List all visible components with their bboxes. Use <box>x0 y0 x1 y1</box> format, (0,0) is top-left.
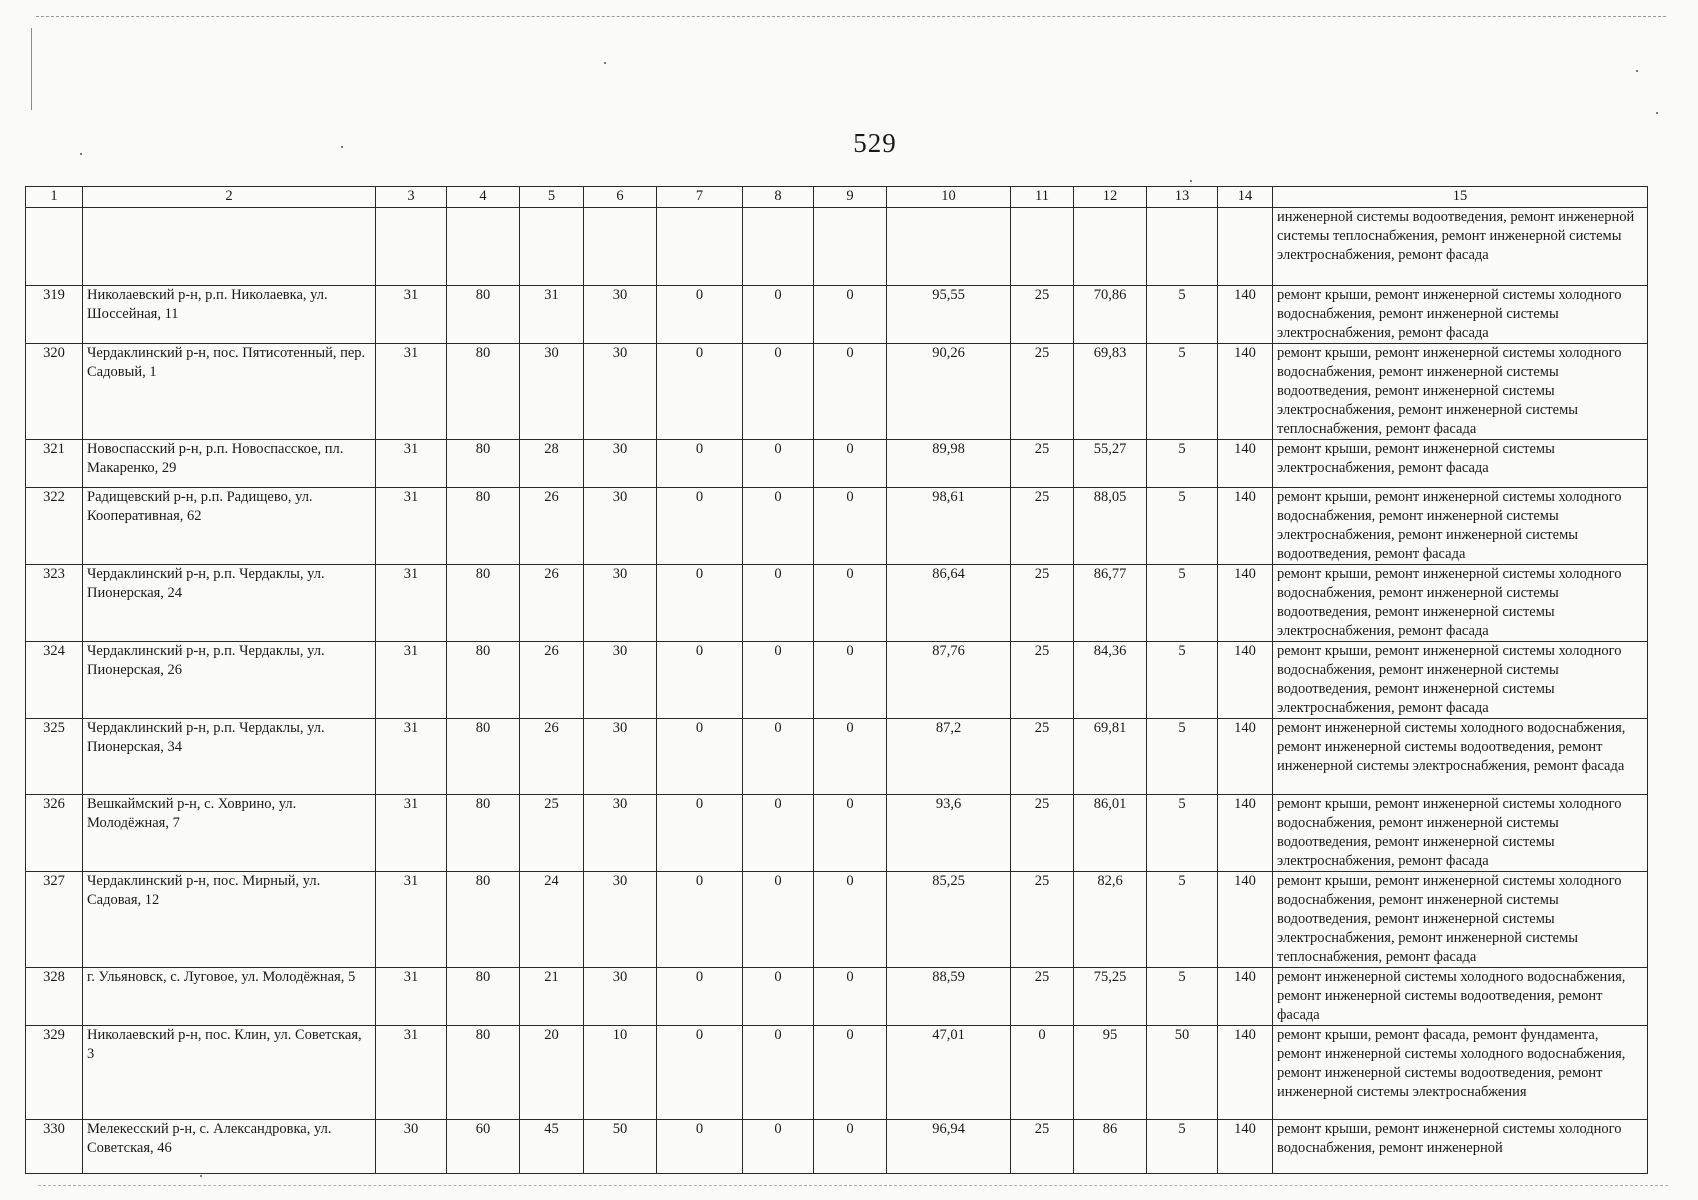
value-cell-5: 31 <box>520 286 584 344</box>
value-cell-8: 0 <box>743 286 814 344</box>
value-cell-3: 31 <box>376 719 447 795</box>
value-cell-9: 0 <box>814 344 887 440</box>
value-cell-8: 0 <box>743 1120 814 1174</box>
value-cell-5: 28 <box>520 440 584 488</box>
value-cell-4: 60 <box>447 1120 520 1174</box>
value-cell-9: 0 <box>814 968 887 1026</box>
works-list-cell: ремонт крыши, ремонт инженерной системы холодного водоснабжения, ремонт инженерной <box>1273 1120 1648 1174</box>
value-cell-5: 25 <box>520 795 584 872</box>
value-cell-5: 26 <box>520 488 584 565</box>
value-cell-14: 140 <box>1218 795 1273 872</box>
value-cell-11: 25 <box>1011 440 1074 488</box>
value-cell-3: 31 <box>376 795 447 872</box>
value-cell-3: 31 <box>376 565 447 642</box>
value-cell-12: 86 <box>1074 1120 1147 1174</box>
value-cell-14: 140 <box>1218 565 1273 642</box>
value-cell-7: 0 <box>657 344 743 440</box>
table-row <box>26 795 1648 872</box>
column-index-3: 3 <box>376 187 447 208</box>
value-cell-10: 47,01 <box>887 1026 1011 1120</box>
value-cell-13: 5 <box>1147 440 1218 488</box>
table-row <box>26 488 1648 565</box>
value-cell-4: 80 <box>447 488 520 565</box>
value-cell-13: 5 <box>1147 344 1218 440</box>
row-number <box>26 208 83 286</box>
value-cell-7: 0 <box>657 286 743 344</box>
value-cell-10: 86,64 <box>887 565 1011 642</box>
column-index-row <box>26 187 1648 208</box>
value-cell-12: 69,83 <box>1074 344 1147 440</box>
value-cell-11: 25 <box>1011 719 1074 795</box>
value-cell-7: 0 <box>657 565 743 642</box>
value-cell-4: 80 <box>447 968 520 1026</box>
table-row <box>26 1120 1648 1174</box>
value-cell-13: 5 <box>1147 872 1218 968</box>
value-cell-5: 21 <box>520 968 584 1026</box>
column-index-5: 5 <box>520 187 584 208</box>
address-cell: Новоспасский р-н, р.п. Новоспасское, пл. Макаренко, 29 <box>83 440 376 488</box>
value-cell-4: 80 <box>447 872 520 968</box>
value-cell-5: 26 <box>520 565 584 642</box>
value-cell-14: 140 <box>1218 286 1273 344</box>
value-cell-13: 5 <box>1147 795 1218 872</box>
value-cell-6: 30 <box>584 286 657 344</box>
row-number: 323 <box>26 565 83 642</box>
scan-artifact-top-line <box>36 16 1666 17</box>
row-number: 322 <box>26 488 83 565</box>
address-cell: Чердаклинский р-н, р.п. Чердаклы, ул. Пионерская, 24 <box>83 565 376 642</box>
value-cell-13: 5 <box>1147 968 1218 1026</box>
works-list-cell: ремонт крыши, ремонт инженерной системы холодного водоснабжения, ремонт инженерной системы водоотведения, ремонт инженерной системы электроснабжения, ремонт фасада <box>1273 642 1648 719</box>
value-cell-14: 140 <box>1218 1026 1273 1120</box>
value-cell-7: 0 <box>657 1120 743 1174</box>
value-cell-14: 140 <box>1218 344 1273 440</box>
value-cell-5: 20 <box>520 1026 584 1120</box>
value-cell-12: 88,05 <box>1074 488 1147 565</box>
value-cell-9: 0 <box>814 440 887 488</box>
register-table <box>25 186 1648 1174</box>
value-cell-11: 25 <box>1011 488 1074 565</box>
value-cell-6: 30 <box>584 642 657 719</box>
column-index-2: 2 <box>83 187 376 208</box>
value-cell-5: 30 <box>520 344 584 440</box>
row-number: 321 <box>26 440 83 488</box>
value-cell-8 <box>743 208 814 286</box>
value-cell-7 <box>657 208 743 286</box>
works-list-cell: ремонт крыши, ремонт инженерной системы холодного водоснабжения, ремонт инженерной системы водоотведения, ремонт инженерной системы электроснабжения, ремонт инженерной системы теплоснабжения, ремонт фасада <box>1273 872 1648 968</box>
value-cell-11: 0 <box>1011 1026 1074 1120</box>
row-number: 329 <box>26 1026 83 1120</box>
works-list-cell: инженерной системы водоотведения, ремонт инженерной системы теплоснабжения, ремонт инженерной системы электроснабжения, ремонт фасада <box>1273 208 1648 286</box>
value-cell-13: 50 <box>1147 1026 1218 1120</box>
value-cell-12: 75,25 <box>1074 968 1147 1026</box>
value-cell-12: 86,77 <box>1074 565 1147 642</box>
address-cell: Николаевский р-н, пос. Клин, ул. Советская, 3 <box>83 1026 376 1120</box>
value-cell-12: 86,01 <box>1074 795 1147 872</box>
scan-artifact-left-line <box>31 28 32 110</box>
works-list-cell: ремонт крыши, ремонт инженерной системы холодного водоснабжения, ремонт инженерной системы водоотведения, ремонт инженерной системы электроснабжения, ремонт фасада <box>1273 795 1648 872</box>
value-cell-7: 0 <box>657 719 743 795</box>
value-cell-14: 140 <box>1218 719 1273 795</box>
column-index-1: 1 <box>26 187 83 208</box>
value-cell-7: 0 <box>657 795 743 872</box>
address-cell: Вешкаймский р-н, с. Ховрино, ул. Молодёжная, 7 <box>83 795 376 872</box>
value-cell-6: 30 <box>584 488 657 565</box>
value-cell-9: 0 <box>814 1120 887 1174</box>
value-cell-8: 0 <box>743 968 814 1026</box>
value-cell-9: 0 <box>814 795 887 872</box>
column-index-10: 10 <box>887 187 1011 208</box>
value-cell-9: 0 <box>814 642 887 719</box>
table-row <box>26 968 1648 1026</box>
value-cell-9: 0 <box>814 565 887 642</box>
value-cell-13: 5 <box>1147 642 1218 719</box>
address-cell: Радищевский р-н, р.п. Радищево, ул. Кооперативная, 62 <box>83 488 376 565</box>
value-cell-4: 80 <box>447 344 520 440</box>
row-number: 324 <box>26 642 83 719</box>
table-row <box>26 872 1648 968</box>
value-cell-4: 80 <box>447 440 520 488</box>
value-cell-4: 80 <box>447 286 520 344</box>
value-cell-8: 0 <box>743 1026 814 1120</box>
value-cell-10: 88,59 <box>887 968 1011 1026</box>
table-row <box>26 1026 1648 1120</box>
works-list-cell: ремонт крыши, ремонт инженерной системы холодного водоснабжения, ремонт инженерной системы водоотведения, ремонт инженерной системы электроснабжения, ремонт инженерной системы теплоснабжения, ремонт фасада <box>1273 344 1648 440</box>
value-cell-8: 0 <box>743 488 814 565</box>
column-index-6: 6 <box>584 187 657 208</box>
table-row <box>26 286 1648 344</box>
value-cell-7: 0 <box>657 968 743 1026</box>
table-row <box>26 344 1648 440</box>
value-cell-8: 0 <box>743 719 814 795</box>
row-number: 325 <box>26 719 83 795</box>
value-cell-7: 0 <box>657 872 743 968</box>
value-cell-5 <box>520 208 584 286</box>
value-cell-11 <box>1011 208 1074 286</box>
value-cell-8: 0 <box>743 872 814 968</box>
value-cell-6: 50 <box>584 1120 657 1174</box>
value-cell-6: 30 <box>584 719 657 795</box>
address-cell: Чердаклинский р-н, р.п. Чердаклы, ул. Пионерская, 26 <box>83 642 376 719</box>
value-cell-3: 31 <box>376 872 447 968</box>
value-cell-9: 0 <box>814 1026 887 1120</box>
table-row <box>26 440 1648 488</box>
works-list-cell: ремонт крыши, ремонт фасада, ремонт фундамента, ремонт инженерной системы холодного водоснабжения, ремонт инженерной системы водоотведения, ремонт инженерной системы электроснабжения <box>1273 1026 1648 1120</box>
scan-speck <box>200 1175 202 1177</box>
scan-speck <box>604 62 606 64</box>
value-cell-13: 5 <box>1147 488 1218 565</box>
address-cell: Чердаклинский р-н, пос. Пятисотенный, пер. Садовый, 1 <box>83 344 376 440</box>
column-index-11: 11 <box>1011 187 1074 208</box>
value-cell-3: 30 <box>376 1120 447 1174</box>
column-index-7: 7 <box>657 187 743 208</box>
column-index-4: 4 <box>447 187 520 208</box>
value-cell-5: 26 <box>520 642 584 719</box>
column-index-15: 15 <box>1273 187 1648 208</box>
value-cell-13: 5 <box>1147 565 1218 642</box>
value-cell-8: 0 <box>743 795 814 872</box>
value-cell-8: 0 <box>743 642 814 719</box>
value-cell-4: 80 <box>447 1026 520 1120</box>
column-index-14: 14 <box>1218 187 1273 208</box>
row-number: 319 <box>26 286 83 344</box>
value-cell-7: 0 <box>657 642 743 719</box>
value-cell-10 <box>887 208 1011 286</box>
value-cell-5: 45 <box>520 1120 584 1174</box>
value-cell-13: 5 <box>1147 286 1218 344</box>
value-cell-3: 31 <box>376 440 447 488</box>
column-index-8: 8 <box>743 187 814 208</box>
value-cell-8: 0 <box>743 565 814 642</box>
value-cell-14: 140 <box>1218 642 1273 719</box>
works-list-cell: ремонт инженерной системы холодного водоснабжения, ремонт инженерной системы водоотведения, ремонт инженерной системы электроснабжения, ремонт фасада <box>1273 719 1648 795</box>
value-cell-11: 25 <box>1011 642 1074 719</box>
row-number: 326 <box>26 795 83 872</box>
value-cell-10: 98,61 <box>887 488 1011 565</box>
value-cell-6: 30 <box>584 565 657 642</box>
value-cell-5: 26 <box>520 719 584 795</box>
value-cell-10: 85,25 <box>887 872 1011 968</box>
value-cell-10: 87,2 <box>887 719 1011 795</box>
value-cell-10: 87,76 <box>887 642 1011 719</box>
value-cell-9: 0 <box>814 488 887 565</box>
scan-artifact-bottom-line <box>38 1185 1668 1186</box>
page-number: 529 <box>853 128 897 158</box>
value-cell-12 <box>1074 208 1147 286</box>
value-cell-14: 140 <box>1218 968 1273 1026</box>
value-cell-6: 30 <box>584 795 657 872</box>
address-cell: Мелекесский р-н, с. Александровка, ул. Советская, 46 <box>83 1120 376 1174</box>
works-list-cell: ремонт инженерной системы холодного водоснабжения, ремонт инженерной системы водоотведения, ремонт фасада <box>1273 968 1648 1026</box>
value-cell-7: 0 <box>657 440 743 488</box>
works-list-cell: ремонт крыши, ремонт инженерной системы холодного водоснабжения, ремонт инженерной системы электроснабжения, ремонт инженерной системы водоотведения, ремонт фасада <box>1273 488 1648 565</box>
value-cell-9: 0 <box>814 872 887 968</box>
value-cell-3 <box>376 208 447 286</box>
row-number: 320 <box>26 344 83 440</box>
value-cell-9 <box>814 208 887 286</box>
value-cell-14: 140 <box>1218 872 1273 968</box>
value-cell-13: 5 <box>1147 719 1218 795</box>
value-cell-3: 31 <box>376 968 447 1026</box>
value-cell-8: 0 <box>743 344 814 440</box>
address-cell: г. Ульяновск, с. Луговое, ул. Молодёжная, 5 <box>83 968 376 1026</box>
table-row <box>26 208 1648 286</box>
value-cell-3: 31 <box>376 642 447 719</box>
value-cell-11: 25 <box>1011 286 1074 344</box>
value-cell-14 <box>1218 208 1273 286</box>
value-cell-10: 93,6 <box>887 795 1011 872</box>
row-number: 328 <box>26 968 83 1026</box>
value-cell-9: 0 <box>814 286 887 344</box>
works-list-cell: ремонт крыши, ремонт инженерной системы холодного водоснабжения, ремонт инженерной системы электроснабжения, ремонт фасада <box>1273 286 1648 344</box>
column-index-12: 12 <box>1074 187 1147 208</box>
value-cell-12: 82,6 <box>1074 872 1147 968</box>
value-cell-4: 80 <box>447 795 520 872</box>
value-cell-9: 0 <box>814 719 887 795</box>
row-number: 327 <box>26 872 83 968</box>
works-list-cell: ремонт крыши, ремонт инженерной системы холодного водоснабжения, ремонт инженерной системы водоотведения, ремонт инженерной системы электроснабжения, ремонт фасада <box>1273 565 1648 642</box>
value-cell-13 <box>1147 208 1218 286</box>
value-cell-11: 25 <box>1011 968 1074 1026</box>
value-cell-3: 31 <box>376 488 447 565</box>
column-index-13: 13 <box>1147 187 1218 208</box>
address-cell: Николаевский р-н, р.п. Николаевка, ул. Шоссейная, 11 <box>83 286 376 344</box>
value-cell-14: 140 <box>1218 440 1273 488</box>
value-cell-6: 10 <box>584 1026 657 1120</box>
value-cell-12: 69,81 <box>1074 719 1147 795</box>
value-cell-4: 80 <box>447 642 520 719</box>
value-cell-10: 95,55 <box>887 286 1011 344</box>
table-row <box>26 642 1648 719</box>
scan-speck <box>1636 70 1638 72</box>
value-cell-14: 140 <box>1218 488 1273 565</box>
value-cell-10: 96,94 <box>887 1120 1011 1174</box>
value-cell-3: 31 <box>376 1026 447 1120</box>
value-cell-6 <box>584 208 657 286</box>
value-cell-12: 95 <box>1074 1026 1147 1120</box>
value-cell-10: 90,26 <box>887 344 1011 440</box>
value-cell-12: 55,27 <box>1074 440 1147 488</box>
value-cell-11: 25 <box>1011 872 1074 968</box>
value-cell-4: 80 <box>447 565 520 642</box>
value-cell-6: 30 <box>584 968 657 1026</box>
value-cell-13: 5 <box>1147 1120 1218 1174</box>
value-cell-3: 31 <box>376 286 447 344</box>
value-cell-7: 0 <box>657 1026 743 1120</box>
table-row <box>26 719 1648 795</box>
address-cell: Чердаклинский р-н, пос. Мирный, ул. Садовая, 12 <box>83 872 376 968</box>
value-cell-11: 25 <box>1011 1120 1074 1174</box>
value-cell-4 <box>447 208 520 286</box>
value-cell-6: 30 <box>584 440 657 488</box>
column-index-9: 9 <box>814 187 887 208</box>
row-number: 330 <box>26 1120 83 1174</box>
value-cell-11: 25 <box>1011 565 1074 642</box>
value-cell-7: 0 <box>657 488 743 565</box>
value-cell-12: 84,36 <box>1074 642 1147 719</box>
value-cell-10: 89,98 <box>887 440 1011 488</box>
value-cell-4: 80 <box>447 719 520 795</box>
table-row <box>26 565 1648 642</box>
value-cell-5: 24 <box>520 872 584 968</box>
value-cell-12: 70,86 <box>1074 286 1147 344</box>
address-cell <box>83 208 376 286</box>
value-cell-11: 25 <box>1011 795 1074 872</box>
value-cell-3: 31 <box>376 344 447 440</box>
address-cell: Чердаклинский р-н, р.п. Чердаклы, ул. Пионерская, 34 <box>83 719 376 795</box>
value-cell-6: 30 <box>584 344 657 440</box>
value-cell-11: 25 <box>1011 344 1074 440</box>
scan-speck <box>1656 112 1658 114</box>
scan-speck <box>1190 180 1192 182</box>
value-cell-6: 30 <box>584 872 657 968</box>
value-cell-14: 140 <box>1218 1120 1273 1174</box>
works-list-cell: ремонт крыши, ремонт инженерной системы электроснабжения, ремонт фасада <box>1273 440 1648 488</box>
value-cell-8: 0 <box>743 440 814 488</box>
